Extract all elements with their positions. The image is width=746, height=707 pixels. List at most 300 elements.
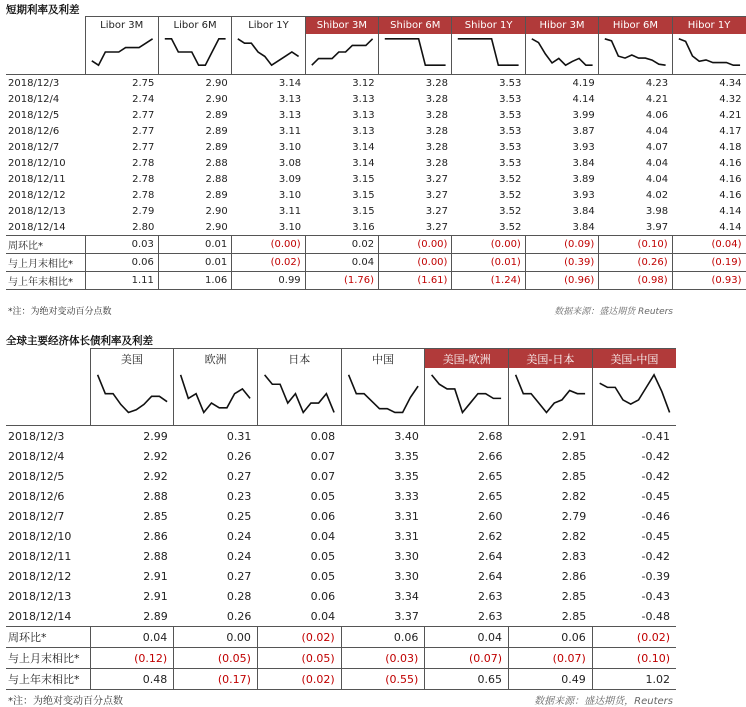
value-cell: 2.89 xyxy=(205,189,228,201)
summary-row xyxy=(6,648,676,669)
value-cell: 3.09 xyxy=(278,173,302,185)
value-cell: 2.89 xyxy=(205,125,228,137)
value-cell: 0.24 xyxy=(226,549,252,563)
value-cell: 4.16 xyxy=(719,173,742,185)
value-cell: 2.82 xyxy=(561,529,587,543)
summary-value: (0.05) xyxy=(257,648,341,669)
sparkline-cell xyxy=(174,368,258,426)
sparkline xyxy=(425,368,508,425)
column-header: Shibor 3M xyxy=(305,17,378,35)
value-cell: 3.13 xyxy=(278,93,302,105)
value-cell: 2.75 xyxy=(132,77,155,89)
table-row xyxy=(6,586,676,606)
value-cell: 2.90 xyxy=(205,221,228,233)
value-cell: -0.46 xyxy=(641,509,670,523)
column-header: Shibor 6M xyxy=(379,17,452,35)
section1-note: *注：为绝对变动百分点数 xyxy=(8,307,112,317)
value-cell: 3.37 xyxy=(394,609,419,623)
summary-value: (0.00) xyxy=(232,236,305,254)
value-cell: -0.41 xyxy=(641,429,670,443)
sparkline-cell xyxy=(599,34,672,75)
value-cell: 3.35 xyxy=(394,449,419,463)
value-cell: 3.27 xyxy=(425,205,448,217)
value-cell: 2.74 xyxy=(132,93,155,105)
summary-value: (1.76) xyxy=(305,272,378,290)
value-cell: 3.31 xyxy=(394,529,419,543)
header-row xyxy=(6,349,676,369)
summary-value: 0.49 xyxy=(509,669,593,690)
value-cell: 2.64 xyxy=(478,569,503,583)
row-date: 2018/12/5 xyxy=(8,469,65,483)
value-cell: 0.25 xyxy=(226,509,252,523)
sparkline-cell xyxy=(257,368,341,426)
value-cell: 2.88 xyxy=(205,157,228,169)
value-cell: 3.84 xyxy=(572,157,595,169)
value-cell: 3.84 xyxy=(572,221,595,233)
row-date: 2018/12/10 xyxy=(8,157,66,169)
summary-value: 0.04 xyxy=(305,254,378,272)
value-cell: 3.27 xyxy=(425,221,448,233)
summary-value: 1.06 xyxy=(158,272,231,290)
summary-value: 0.04 xyxy=(425,627,509,648)
row-date: 2018/12/4 xyxy=(8,93,60,105)
column-header: Shibor 1Y xyxy=(452,17,525,35)
value-cell: -0.42 xyxy=(641,449,670,463)
value-cell: 0.04 xyxy=(310,529,336,543)
sparkline-line xyxy=(599,375,669,413)
sparkline-line xyxy=(678,39,739,65)
column-header: 美国-日本 xyxy=(509,349,593,369)
value-cell: 2.64 xyxy=(478,549,503,563)
value-cell: 2.92 xyxy=(143,449,168,463)
value-cell: 2.85 xyxy=(561,449,587,463)
value-cell: 3.28 xyxy=(425,109,448,121)
value-cell: 2.91 xyxy=(561,429,587,443)
value-cell: 3.98 xyxy=(645,205,669,217)
value-cell: 2.88 xyxy=(143,549,168,563)
summary-value: 0.65 xyxy=(425,669,509,690)
value-cell: 3.93 xyxy=(572,189,595,201)
sparkline-line xyxy=(348,375,417,413)
value-cell: 2.89 xyxy=(205,141,228,153)
sparkline-line xyxy=(181,375,250,413)
value-cell: 3.28 xyxy=(425,141,448,153)
summary-value: (0.39) xyxy=(525,254,598,272)
sparkline xyxy=(342,368,425,425)
row-date: 2018/12/3 xyxy=(8,429,65,443)
table-row xyxy=(6,446,676,466)
row-date: 2018/12/11 xyxy=(8,549,72,563)
value-cell: 4.06 xyxy=(645,109,669,121)
value-cell: 2.90 xyxy=(205,77,228,89)
value-cell: 3.15 xyxy=(352,173,375,185)
value-cell: -0.42 xyxy=(641,549,670,563)
value-cell: 2.90 xyxy=(205,93,228,105)
sparkline xyxy=(599,34,671,74)
row-date: 2018/12/14 xyxy=(8,609,72,623)
sparkline-corner xyxy=(6,368,90,426)
sparkline-line xyxy=(165,39,226,65)
value-cell: 4.04 xyxy=(645,173,669,185)
value-cell: 3.10 xyxy=(278,221,302,233)
corner-cell xyxy=(6,17,85,35)
value-cell: 3.27 xyxy=(425,173,448,185)
sparkline-line xyxy=(532,39,593,65)
value-cell: 2.91 xyxy=(143,569,168,583)
value-cell: 0.28 xyxy=(226,589,252,603)
value-cell: 3.12 xyxy=(352,77,375,89)
value-cell: 3.14 xyxy=(278,77,302,89)
value-cell: 3.10 xyxy=(278,189,302,201)
summary-value: (0.26) xyxy=(599,254,672,272)
value-cell: -0.39 xyxy=(641,569,670,583)
sparkline-cell xyxy=(672,34,745,75)
table-row xyxy=(6,107,746,123)
table-row xyxy=(6,155,746,171)
row-date: 2018/12/7 xyxy=(8,141,60,153)
value-cell: 2.77 xyxy=(132,109,155,121)
value-cell: 3.53 xyxy=(499,141,522,153)
row-date: 2018/12/12 xyxy=(8,569,72,583)
summary-value: (0.07) xyxy=(425,648,509,669)
value-cell: 4.34 xyxy=(719,77,742,89)
table-row xyxy=(6,203,746,219)
value-cell: 3.34 xyxy=(394,589,419,603)
summary-value: (0.00) xyxy=(379,236,452,254)
column-header: Libor 1Y xyxy=(232,17,305,35)
row-date: 2018/12/6 xyxy=(8,489,65,503)
summary-value: (0.00) xyxy=(452,236,525,254)
summary-value: (0.02) xyxy=(592,627,676,648)
summary-value: 0.99 xyxy=(232,272,305,290)
value-cell: 0.07 xyxy=(310,449,336,463)
sparkline xyxy=(379,34,451,74)
sparkline-cell xyxy=(341,368,425,426)
summary-row xyxy=(6,236,746,254)
value-cell: 3.53 xyxy=(499,125,522,137)
value-cell: 2.85 xyxy=(561,469,587,483)
value-cell: 4.16 xyxy=(719,157,742,169)
summary-value: (0.17) xyxy=(174,669,258,690)
value-cell: 2.82 xyxy=(561,489,587,503)
sparkline-line xyxy=(605,39,666,65)
sparkline xyxy=(258,368,341,425)
table-row xyxy=(6,546,676,566)
sparkline-corner xyxy=(6,34,85,75)
value-cell: 4.19 xyxy=(572,77,595,89)
sparkline-line xyxy=(311,39,372,65)
summary-value: (0.98) xyxy=(599,272,672,290)
value-cell: 3.93 xyxy=(572,141,595,153)
summary-value: (0.07) xyxy=(509,648,593,669)
value-cell: 2.85 xyxy=(561,589,587,603)
value-cell: 0.27 xyxy=(226,569,252,583)
value-cell: 4.14 xyxy=(719,221,742,233)
summary-row xyxy=(6,272,746,290)
summary-value: (0.02) xyxy=(257,669,341,690)
value-cell: 0.23 xyxy=(226,489,252,503)
summary-value: (0.12) xyxy=(90,648,174,669)
value-cell: 2.78 xyxy=(132,157,155,169)
value-cell: 2.92 xyxy=(143,469,168,483)
summary-value: (1.24) xyxy=(452,272,525,290)
value-cell: 4.04 xyxy=(645,157,669,169)
summary-value: (0.10) xyxy=(592,648,676,669)
summary-label: 周环比* xyxy=(6,236,85,254)
value-cell: 3.53 xyxy=(499,157,522,169)
column-header: Hibor 6M xyxy=(599,17,672,35)
summary-value: (0.00) xyxy=(379,254,452,272)
value-cell: 3.89 xyxy=(572,173,595,185)
summary-value: 0.02 xyxy=(305,236,378,254)
value-cell: 3.10 xyxy=(278,141,302,153)
value-cell: 3.11 xyxy=(278,125,302,137)
value-cell: 2.85 xyxy=(143,509,168,523)
value-cell: 3.13 xyxy=(352,109,375,121)
row-date: 2018/12/6 xyxy=(8,125,60,137)
value-cell: 3.14 xyxy=(352,157,375,169)
value-cell: 0.05 xyxy=(310,549,336,563)
value-cell: 2.89 xyxy=(143,609,168,623)
table-row xyxy=(6,526,676,546)
value-cell: 3.84 xyxy=(572,205,595,217)
table-row xyxy=(6,123,746,139)
row-date: 2018/12/13 xyxy=(8,589,72,603)
value-cell: 3.53 xyxy=(499,93,522,105)
value-cell: -0.43 xyxy=(641,589,670,603)
value-cell: 3.15 xyxy=(352,189,375,201)
summary-value: (0.93) xyxy=(672,272,745,290)
column-header: Hibor 3M xyxy=(525,17,598,35)
sparkline xyxy=(526,34,598,74)
value-cell: 0.06 xyxy=(310,589,336,603)
value-cell: -0.42 xyxy=(641,469,670,483)
value-cell: 4.32 xyxy=(719,93,742,105)
table-row xyxy=(6,91,746,107)
sparkline xyxy=(593,368,676,425)
value-cell: 3.52 xyxy=(499,205,522,217)
value-cell: 2.89 xyxy=(205,109,228,121)
value-cell: 3.28 xyxy=(425,157,448,169)
summary-value: (0.55) xyxy=(341,669,425,690)
value-cell: 3.52 xyxy=(499,173,522,185)
section1-title: 短期利率及利差 xyxy=(6,4,80,16)
sparkline-cell xyxy=(379,34,452,75)
value-cell: 2.85 xyxy=(561,609,587,623)
summary-label: 与上年末相比* xyxy=(6,272,85,290)
summary-label: 与上年末相比* xyxy=(6,669,90,690)
sparkline-cell xyxy=(158,34,231,75)
value-cell: 3.11 xyxy=(278,205,302,217)
value-cell: 3.08 xyxy=(278,157,302,169)
section2-source: 数据来源：盛达期货，Reuters xyxy=(534,696,673,707)
value-cell: 2.78 xyxy=(132,189,155,201)
summary-value: 0.01 xyxy=(158,236,231,254)
sparkline-cell xyxy=(509,368,593,426)
value-cell: 3.97 xyxy=(645,221,669,233)
value-cell: 4.21 xyxy=(719,109,742,121)
sparkline-line xyxy=(516,375,585,413)
row-date: 2018/12/5 xyxy=(8,109,60,121)
value-cell: 4.14 xyxy=(719,205,742,217)
value-cell: 2.68 xyxy=(478,429,503,443)
long-bond-table xyxy=(6,348,676,690)
summary-value: 0.06 xyxy=(341,627,425,648)
value-cell: 4.18 xyxy=(719,141,742,153)
section2-note: *注：为绝对变动百分点数 xyxy=(8,696,123,707)
value-cell: 4.17 xyxy=(719,125,742,137)
table-row xyxy=(6,75,746,92)
summary-label: 与上月末相比* xyxy=(6,254,85,272)
sparkline-line xyxy=(91,39,152,65)
value-cell: 3.30 xyxy=(394,569,419,583)
value-cell: -0.48 xyxy=(641,609,670,623)
value-cell: 3.52 xyxy=(499,221,522,233)
sparkline-line xyxy=(238,39,299,65)
value-cell: -0.45 xyxy=(641,489,670,503)
column-header: 日本 xyxy=(257,349,341,369)
sparkline-line xyxy=(432,375,501,413)
column-header: Libor 3M xyxy=(85,17,158,35)
value-cell: 2.66 xyxy=(478,449,503,463)
column-header: 美国-中国 xyxy=(592,349,676,369)
value-cell: 3.87 xyxy=(572,125,595,137)
column-header: Hibor 1Y xyxy=(672,17,745,35)
column-header: Libor 6M xyxy=(158,17,231,35)
table-row xyxy=(6,426,676,447)
summary-label: 周环比* xyxy=(6,627,90,648)
summary-value: (0.05) xyxy=(174,648,258,669)
corner-cell xyxy=(6,349,90,369)
sparkline xyxy=(86,34,158,74)
value-cell: 3.28 xyxy=(425,77,448,89)
value-cell: 3.53 xyxy=(499,109,522,121)
summary-value: 0.01 xyxy=(158,254,231,272)
summary-value: (0.04) xyxy=(672,236,745,254)
column-header: 美国 xyxy=(90,349,174,369)
summary-value: 1.11 xyxy=(85,272,158,290)
value-cell: 4.16 xyxy=(719,189,742,201)
sparkline xyxy=(306,34,378,74)
summary-row xyxy=(6,254,746,272)
value-cell: 3.53 xyxy=(499,77,522,89)
table-row xyxy=(6,566,676,586)
value-cell: 3.35 xyxy=(394,469,419,483)
value-cell: 2.99 xyxy=(143,429,168,443)
value-cell: 0.26 xyxy=(226,609,252,623)
value-cell: 3.13 xyxy=(352,93,375,105)
value-cell: 3.13 xyxy=(278,109,302,121)
value-cell: 3.28 xyxy=(425,125,448,137)
sparkline-cell xyxy=(90,368,174,426)
sparkline-cell xyxy=(525,34,598,75)
table-row xyxy=(6,506,676,526)
summary-value: 0.06 xyxy=(85,254,158,272)
value-cell: 2.88 xyxy=(205,173,228,185)
value-cell: 2.83 xyxy=(561,549,587,563)
table-row xyxy=(6,486,676,506)
column-header: 美国-欧洲 xyxy=(425,349,509,369)
value-cell: 2.63 xyxy=(478,609,503,623)
value-cell: 0.04 xyxy=(310,609,336,623)
value-cell: 3.33 xyxy=(394,489,419,503)
value-cell: 3.31 xyxy=(394,509,419,523)
value-cell: 3.30 xyxy=(394,549,419,563)
sparkline-cell xyxy=(85,34,158,75)
sparkline xyxy=(174,368,257,425)
sparkline-line xyxy=(265,375,334,413)
column-header: 欧洲 xyxy=(174,349,258,369)
short-rate-table xyxy=(6,16,746,290)
value-cell: 3.99 xyxy=(572,109,595,121)
value-cell: 2.86 xyxy=(143,529,168,543)
sparkline xyxy=(452,34,524,74)
summary-value: 0.03 xyxy=(85,236,158,254)
value-cell: 2.91 xyxy=(143,589,168,603)
summary-value: (0.09) xyxy=(525,236,598,254)
sparkline-cell xyxy=(425,368,509,426)
value-cell: 3.27 xyxy=(425,189,448,201)
value-cell: 2.60 xyxy=(478,509,503,523)
value-cell: 2.65 xyxy=(478,469,503,483)
row-date: 2018/12/4 xyxy=(8,449,65,463)
sparkline-row xyxy=(6,368,676,426)
value-cell: 3.15 xyxy=(352,205,375,217)
summary-value: (0.01) xyxy=(452,254,525,272)
summary-value: (0.03) xyxy=(341,648,425,669)
value-cell: 2.88 xyxy=(143,489,168,503)
value-cell: 4.04 xyxy=(645,125,669,137)
value-cell: 2.62 xyxy=(478,529,503,543)
summary-value: (0.96) xyxy=(525,272,598,290)
sparkline-line xyxy=(97,375,166,413)
table-row xyxy=(6,219,746,236)
sparkline-cell xyxy=(232,34,305,75)
summary-value: 0.06 xyxy=(509,627,593,648)
row-date: 2018/12/11 xyxy=(8,173,66,185)
value-cell: 2.86 xyxy=(561,569,587,583)
value-cell: 2.80 xyxy=(132,221,155,233)
value-cell: 0.31 xyxy=(226,429,252,443)
sparkline-cell xyxy=(452,34,525,75)
value-cell: 0.08 xyxy=(310,429,336,443)
sparkline-cell xyxy=(592,368,676,426)
summary-value: (0.19) xyxy=(672,254,745,272)
value-cell: 2.77 xyxy=(132,141,155,153)
table-row xyxy=(6,171,746,187)
summary-value: (0.02) xyxy=(232,254,305,272)
summary-value: (0.02) xyxy=(257,627,341,648)
sparkline xyxy=(509,368,592,425)
value-cell: 0.27 xyxy=(226,469,252,483)
value-cell: 2.90 xyxy=(205,205,228,217)
value-cell: 3.13 xyxy=(352,125,375,137)
value-cell: 4.21 xyxy=(645,93,669,105)
sparkline-line xyxy=(385,39,446,65)
summary-label: 与上月末相比* xyxy=(6,648,90,669)
value-cell: 2.78 xyxy=(132,173,155,185)
sparkline xyxy=(159,34,231,74)
value-cell: 0.26 xyxy=(226,449,252,463)
header-row xyxy=(6,17,746,35)
value-cell: -0.45 xyxy=(641,529,670,543)
sparkline xyxy=(232,34,304,74)
column-header: 中国 xyxy=(341,349,425,369)
value-cell: 3.28 xyxy=(425,93,448,105)
sparkline-line xyxy=(458,39,519,65)
value-cell: 3.16 xyxy=(352,221,375,233)
value-cell: 2.79 xyxy=(132,205,155,217)
